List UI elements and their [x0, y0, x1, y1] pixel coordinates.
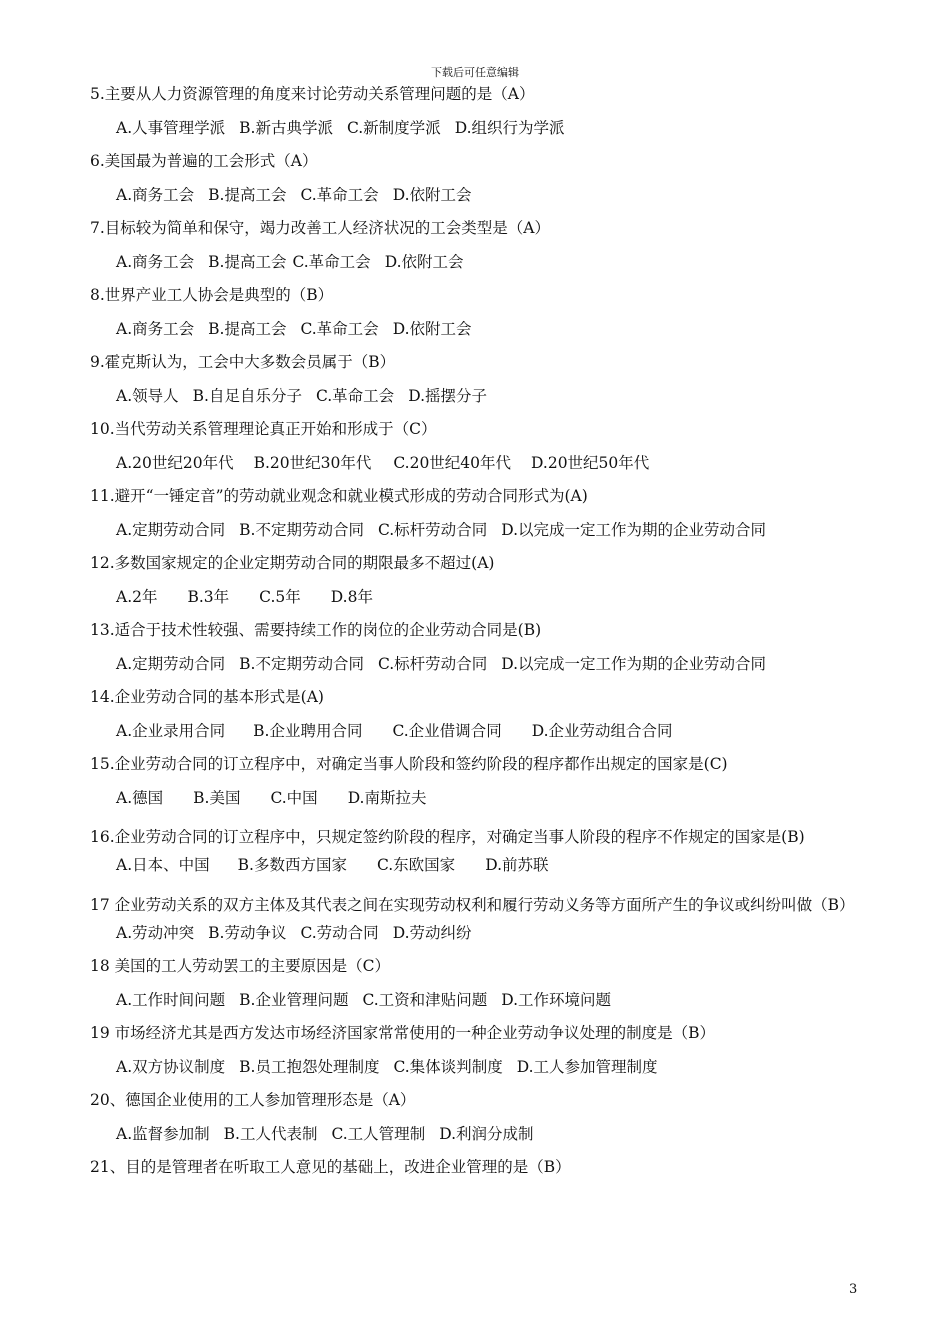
answer-option: A.日本、中国 [116, 856, 210, 874]
answer-option: D.前苏联 [485, 856, 549, 874]
question-text: 8.世界产业工人协会是典型的（B） [90, 286, 334, 304]
question-text: 21、目的是管理者在听取工人意见的基础上，改进企业管理的是（B） [90, 1158, 571, 1176]
question-text: 15.企业劳动合同的订立程序中，对确定当事人阶段和签约阶段的程序都作出规定的国家是(C) [90, 755, 728, 773]
answer-options [90, 652, 865, 686]
answer-option: C.20世纪40年代 [393, 453, 512, 472]
answer-option: C.集体谈判制度 [393, 1057, 503, 1076]
answer-option: A.领导人 [116, 386, 179, 405]
answer-option: D.以完成一定工作为期的企业劳动合同 [501, 520, 767, 539]
question-text: 18 美国的工人劳动罢工的主要原因是（C） [90, 957, 391, 975]
answer-option: C.工资和津贴问题 [362, 990, 488, 1009]
answer-option: D.8年 [330, 587, 373, 606]
answer-option: A.双方协议制度 [116, 1057, 226, 1076]
answer-option: B.企业管理问题 [239, 990, 349, 1009]
answer-option: A.20世纪20年代 [116, 453, 234, 472]
question-text: 9.霍克斯认为，工会中大多数会员属于（B） [90, 353, 396, 371]
question-list [90, 82, 865, 1189]
answer-option: D.南斯拉夫 [347, 788, 427, 807]
answer-option: A.监督参加制 [116, 1124, 210, 1143]
answer-option: B.工人代表制 [223, 1124, 318, 1143]
answer-option: B.提高工会 [208, 252, 287, 271]
answer-option: D.依附工会 [392, 319, 472, 338]
answer-option: A.劳动冲突 [116, 923, 195, 942]
answer-option: C.中国 [270, 788, 318, 807]
answer-options [90, 518, 865, 552]
answer-options [90, 116, 865, 150]
answer-option: B.不定期劳动合同 [239, 520, 364, 539]
answer-option: B.20世纪30年代 [253, 453, 372, 472]
answer-option: C.标杆劳动合同 [377, 520, 488, 539]
answer-option: D.利润分成制 [439, 1124, 534, 1143]
answer-option: B.不定期劳动合同 [239, 654, 364, 673]
answer-option: D.以完成一定工作为期的企业劳动合同 [501, 654, 767, 673]
answer-option: C.东欧国家 [376, 856, 456, 874]
answer-option: B.企业聘用合同 [253, 721, 363, 740]
answer-option: B.自足自乐分子 [192, 386, 302, 405]
answer-option: B.美国 [193, 788, 241, 807]
answer-options [90, 988, 865, 1022]
answer-option: C.革命工会 [300, 185, 379, 204]
question-text: 5.主要从人力资源管理的角度来讨论劳动关系管理问题的是（A） [90, 85, 535, 103]
answer-options [90, 451, 865, 485]
answer-option: A.商务工会 [116, 319, 195, 338]
answer-option: B.新古典学派 [239, 118, 333, 137]
answer-option: B.提高工会 [208, 319, 287, 338]
page-number: 3 [849, 1282, 858, 1297]
answer-option: C.5年 [259, 587, 301, 606]
question-text: 10.当代劳动关系管理理论真正开始和形成于（C） [90, 420, 437, 438]
answer-option: A.定期劳动合同 [116, 654, 226, 673]
answer-option: C.标杆劳动合同 [377, 654, 488, 673]
answer-options [90, 853, 865, 887]
answer-options [90, 317, 865, 351]
answer-option: D.工作环境问题 [501, 990, 612, 1009]
answer-option: C.企业借调合同 [392, 721, 502, 740]
answer-option: C.劳动合同 [300, 923, 379, 942]
answer-option: A.德国 [116, 788, 164, 807]
answer-option: D.组织行为学派 [454, 118, 565, 137]
answer-option: A.人事管理学派 [116, 118, 226, 137]
answer-option: A.定期劳动合同 [116, 520, 226, 539]
answer-option: B.3年 [187, 587, 230, 606]
page-header: 下载后可任意编辑 [431, 66, 519, 79]
question-text: 12.多数国家规定的企业定期劳动合同的期限最多不超过(A) [90, 554, 495, 572]
answer-option: D.工人参加管理制度 [516, 1057, 658, 1076]
answer-option: A.工作时间问题 [116, 990, 226, 1009]
answer-options [90, 921, 865, 955]
answer-option: D.依附工会 [384, 252, 464, 271]
answer-option: A.企业录用合同 [116, 721, 226, 740]
answer-options [90, 786, 865, 820]
question-text: 6.美国最为普遍的工会形式（A） [90, 152, 318, 170]
answer-options [90, 719, 865, 753]
answer-option: C.工人管理制 [331, 1124, 426, 1143]
answer-option: C.革命工会 [292, 252, 371, 271]
answer-options [90, 585, 865, 619]
answer-option: B.提高工会 [208, 185, 287, 204]
answer-option: B.劳动争议 [208, 923, 287, 942]
question-text: 11.避开“一锤定音”的劳动就业观念和就业模式形成的劳动合同形式为(A) [90, 487, 588, 505]
answer-option: C.革命工会 [300, 319, 379, 338]
answer-options [90, 183, 865, 217]
answer-option: D.劳动纠纷 [392, 923, 472, 942]
question-text: 16.企业劳动合同的订立程序中，只规定签约阶段的程序，对确定当事人阶段的程序不作规定的国家是(B) [90, 828, 805, 846]
question-text: 14.企业劳动合同的基本形式是(A) [90, 688, 324, 706]
answer-option: C.新制度学派 [346, 118, 441, 137]
answer-option: B.多数西方国家 [237, 856, 347, 874]
answer-option: C.革命工会 [315, 386, 395, 405]
question-text: 17 企业劳动关系的双方主体及其代表之间在实现劳动权利和履行劳动义务等方面所产生的争议或纠纷叫做（B） [90, 895, 855, 914]
answer-option: D.依附工会 [392, 185, 472, 204]
answer-options [90, 384, 865, 418]
answer-option: D.企业劳动组合合同 [531, 721, 673, 740]
answer-option: A.2年 [116, 587, 158, 606]
question-text: 7.目标较为简单和保守，竭力改善工人经济状况的工会类型是（A） [90, 219, 550, 237]
answer-option: B.员工抱怨处理制度 [239, 1057, 380, 1076]
answer-option: A.商务工会 [116, 185, 195, 204]
answer-option: D.摇摆分子 [408, 386, 488, 405]
answer-options [90, 1122, 865, 1156]
answer-options [90, 1055, 865, 1089]
answer-options [90, 250, 865, 284]
question-text: 20、德国企业使用的工人参加管理形态是（A） [90, 1091, 416, 1109]
question-text: 19 市场经济尤其是西方发达市场经济国家常常使用的一种企业劳动争议处理的制度是（B） [90, 1024, 716, 1042]
answer-option: D.20世纪50年代 [531, 453, 650, 472]
answer-option: A.商务工会 [116, 252, 195, 271]
question-text: 13.适合于技术性较强、需要持续工作的岗位的企业劳动合同是(B) [90, 621, 542, 639]
